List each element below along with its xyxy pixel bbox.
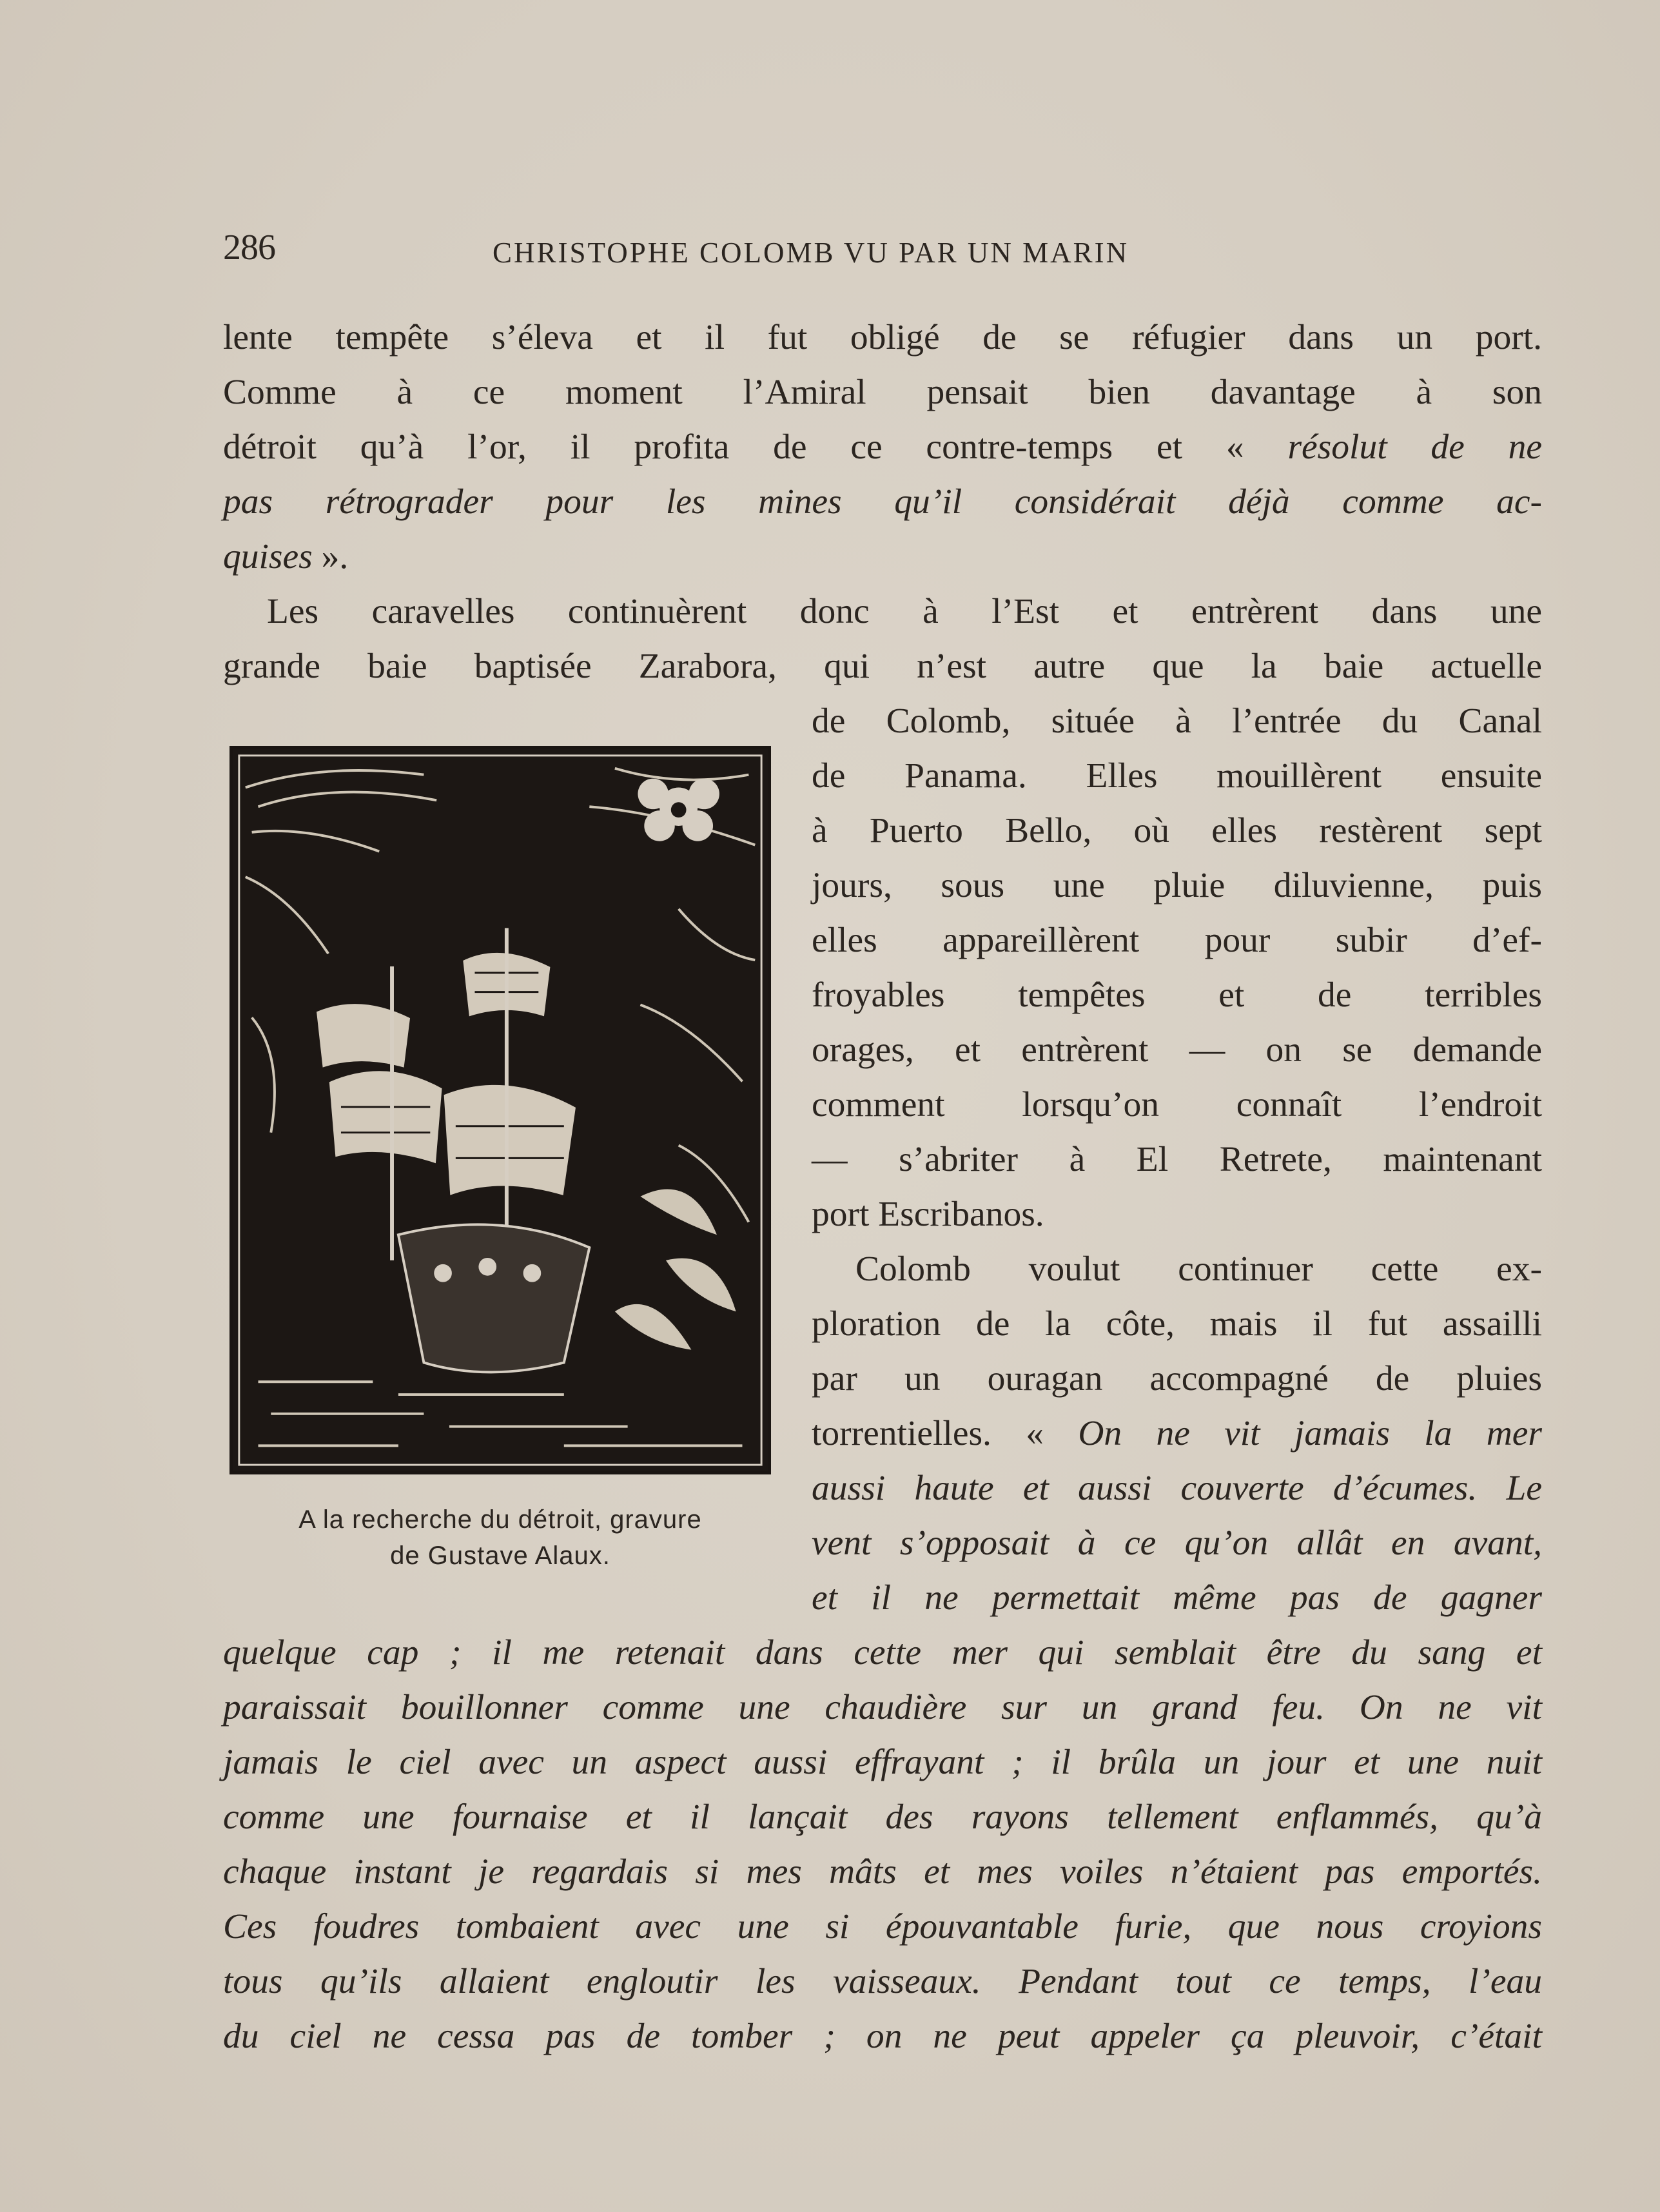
text-line: à Puerto Bello, où elles restèrent sept — [812, 811, 1542, 850]
text-line: Ces foudres tombaient avec une si épouvantable furie, que nous croyions — [223, 1907, 1542, 1946]
text-line: chaque instant je regardais si mes mâts et mes voiles n’étaient pas emportés. — [223, 1852, 1542, 1892]
text-line: pas rétrograder pour les mines qu’il considérait déjà comme ac- — [223, 482, 1542, 522]
text-line: port Escribanos. — [812, 1195, 1044, 1234]
text-line: et il ne permettait même pas de gagner — [812, 1578, 1542, 1618]
page-header — [223, 227, 1551, 272]
text-line: — s’abriter à El Retrete, maintenant — [812, 1140, 1542, 1179]
text-line: orages, et entrèrent — on se demande — [812, 1030, 1542, 1070]
text-line: jours, sous une pluie diluvienne, puis — [812, 866, 1542, 905]
text-line: quises ». — [223, 537, 349, 576]
engraving-ships-jungle — [233, 749, 768, 1471]
text-line: lente tempête s’éleva et il fut obligé de se réfugier dans un port. — [223, 318, 1542, 357]
text-line: détroit qu’à l’or, il profita de ce contre-temps et « résolut de ne — [223, 427, 1543, 467]
text-line: ploration de la côte, mais il fut assailli — [812, 1304, 1542, 1344]
text-line: Comme à ce moment l’Amiral pensait bien davantage à son — [223, 373, 1542, 412]
text-line: du ciel ne cessa pas de tomber ; on ne peut appeler ça pleuvoir, c’était — [223, 2017, 1542, 2056]
woodcut-illustration — [229, 746, 771, 1474]
text-line: jamais le ciel avec un aspect aussi effrayant ; il brûla un jour et une nuit — [223, 1743, 1542, 1782]
text-line: torrentielles. « On ne vit jamais la mer — [812, 1414, 1543, 1453]
text-line: Les caravelles continuèrent donc à l’Est et entrèrent dans une — [267, 592, 1542, 631]
text-line: de Panama. Elles mouillèrent ensuite — [812, 756, 1542, 796]
page-number: 286 — [223, 228, 275, 268]
text-line: quelque cap ; il me retenait dans cette mer qui semblait être du sang et — [223, 1633, 1542, 1672]
text-line: paraissait bouillonner comme une chaudière sur un grand feu. On ne vit — [223, 1688, 1542, 1727]
text-line: grande baie baptisée Zarabora, qui n’est autre que la baie actuelle — [223, 647, 1542, 686]
text-line: de Colomb, située à l’entrée du Canal — [812, 701, 1542, 741]
text-line: comme une fournaise et il lançait des rayons tellement enflammés, qu’à — [223, 1797, 1542, 1837]
text-line: Colomb voulut continuer cette ex- — [855, 1249, 1542, 1289]
running-title: CHRISTOPHE COLOMB VU PAR UN MARIN — [493, 237, 1129, 269]
figure-caption-line-1: A la recherche du détroit, gravure — [298, 1505, 702, 1534]
text-line: froyables tempêtes et de terribles — [812, 975, 1542, 1015]
text-line: comment lorsqu’on connaît l’endroit — [812, 1085, 1542, 1124]
text-line: par un ouragan accompagné de pluies — [812, 1359, 1542, 1398]
figure-caption-line-2: de Gustave Alaux. — [390, 1542, 610, 1570]
text-line: vent s’opposait à ce qu’on allât en avant, — [812, 1523, 1542, 1563]
text-line: elles appareillèrent pour subir d’ef- — [812, 921, 1542, 960]
text-line: aussi haute et aussi couverte d’écumes. Le — [812, 1469, 1542, 1508]
text-line: tous qu’ils allaient engloutir les vaisseaux. Pendant tout ce temps, l’eau — [223, 1962, 1542, 2001]
